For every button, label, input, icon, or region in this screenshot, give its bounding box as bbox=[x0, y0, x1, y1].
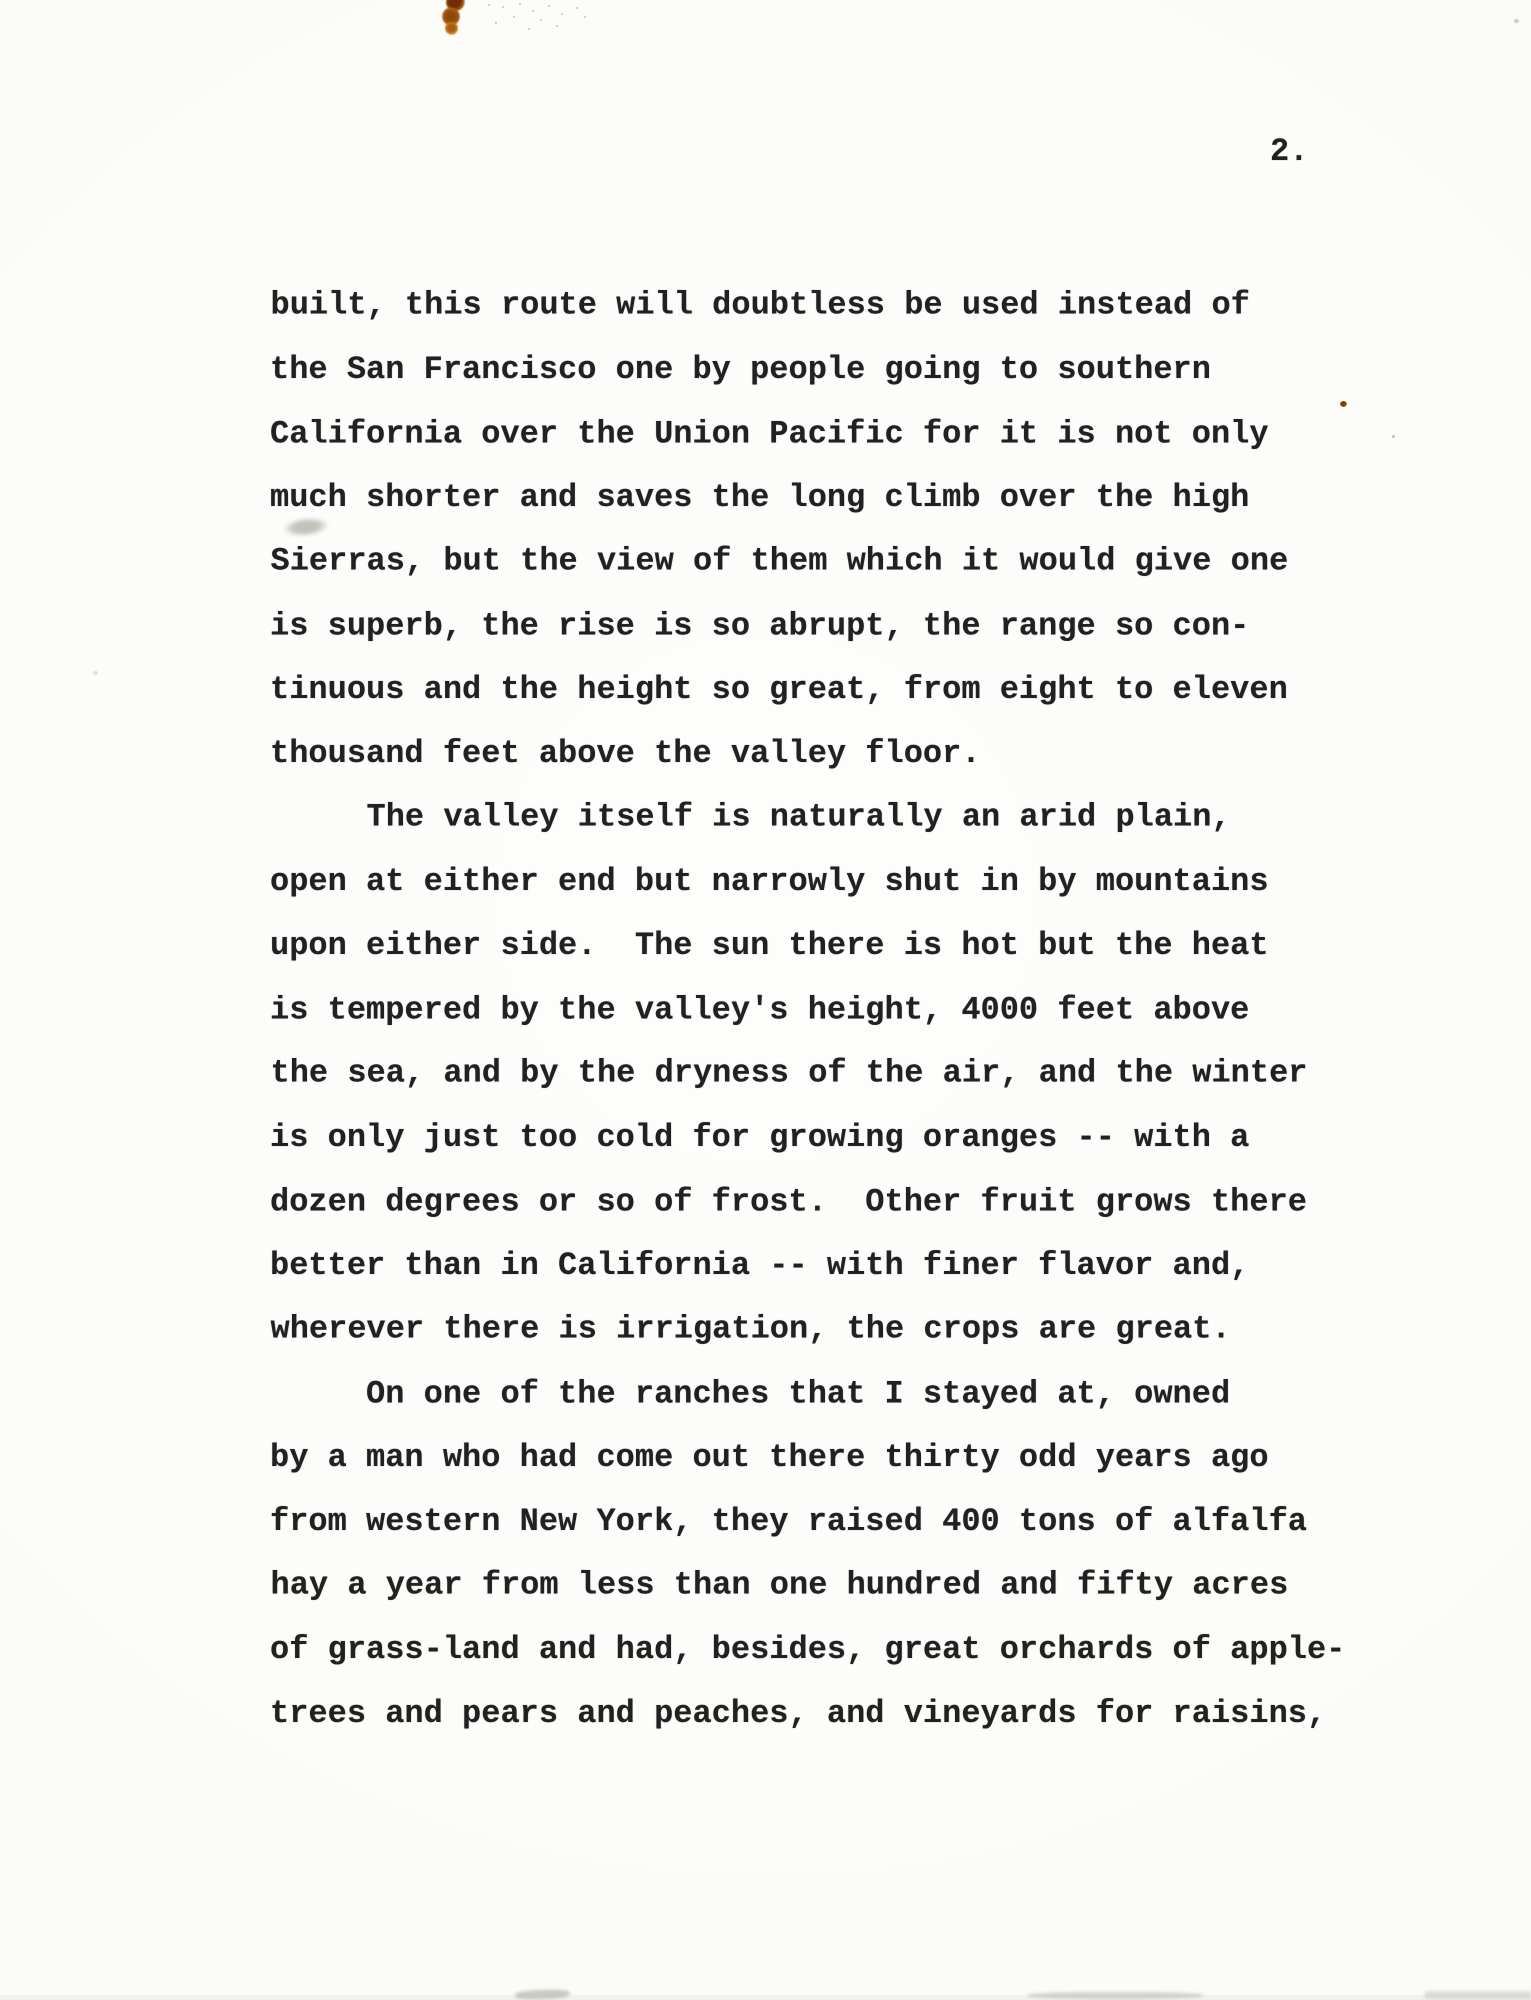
text-line: the sea, and by the dryness of the air, and the winter bbox=[270, 1054, 1308, 1092]
paper-speck bbox=[93, 671, 98, 675]
text-line: California over the Union Pacific for it is not only bbox=[270, 415, 1269, 453]
scan-edge-smudge bbox=[1425, 1991, 1531, 1999]
scan-bottom-edge bbox=[0, 1995, 1531, 2000]
text-line: the San Francisco one by people going to southern bbox=[270, 351, 1211, 388]
text-line: of grass-land and had, besides, great orchards of apple- bbox=[270, 1631, 1346, 1668]
paper-speck bbox=[1514, 19, 1519, 23]
text-line: is only just too cold for growing oranges -- with a bbox=[270, 1119, 1250, 1156]
text-line: by a man who had come out there thirty odd years ago bbox=[270, 1439, 1269, 1476]
text-line: dozen degrees or so of frost. Other fruit grows there bbox=[270, 1183, 1307, 1221]
text-line: upon either side. The sun there is hot but the heat bbox=[270, 927, 1269, 964]
text-line: Sierras, but the view of them which it would give one bbox=[270, 542, 1289, 580]
text-line: from western New York, they raised 400 tons of alfalfa bbox=[270, 1503, 1307, 1540]
text-line: is superb, the rise is so abrupt, the range so con- bbox=[270, 607, 1250, 645]
text-line: wherever there is irrigation, the crops are great. bbox=[270, 1310, 1231, 1348]
text-line: hay a year from less than one hundred and fifty acres bbox=[270, 1566, 1289, 1604]
paper-speck-cluster bbox=[488, 4, 490, 6]
typewritten-text-block bbox=[270, 274, 1450, 1746]
text-line: better than in California -- with finer flavor and, bbox=[270, 1247, 1250, 1284]
text-line: trees and pears and peaches, and vineyards for raisins, bbox=[270, 1695, 1327, 1732]
text-line: tinuous and the height so great, from eight to eleven bbox=[270, 671, 1288, 708]
text-line: is tempered by the valley's height, 4000 feet above bbox=[270, 991, 1250, 1029]
text-line: The valley itself is naturally an arid plain, bbox=[270, 798, 1231, 836]
rust-stain bbox=[441, 0, 467, 42]
text-line: built, this route will doubtless be used instead of bbox=[270, 286, 1250, 324]
rust-stain-lobe bbox=[446, 0, 465, 11]
rust-stain-lobe bbox=[442, 7, 460, 26]
rust-stain-lobe bbox=[445, 22, 458, 35]
text-line: thousand feet above the valley floor. bbox=[270, 735, 981, 772]
page-number: 2. bbox=[1270, 133, 1309, 170]
text-line: On one of the ranches that I stayed at, owned bbox=[270, 1375, 1231, 1413]
scan-edge-smudge bbox=[1028, 1992, 1203, 1999]
text-line: open at either end but narrowly shut in by mountains bbox=[270, 863, 1269, 900]
text-line: much shorter and saves the long climb over the high bbox=[270, 479, 1250, 516]
